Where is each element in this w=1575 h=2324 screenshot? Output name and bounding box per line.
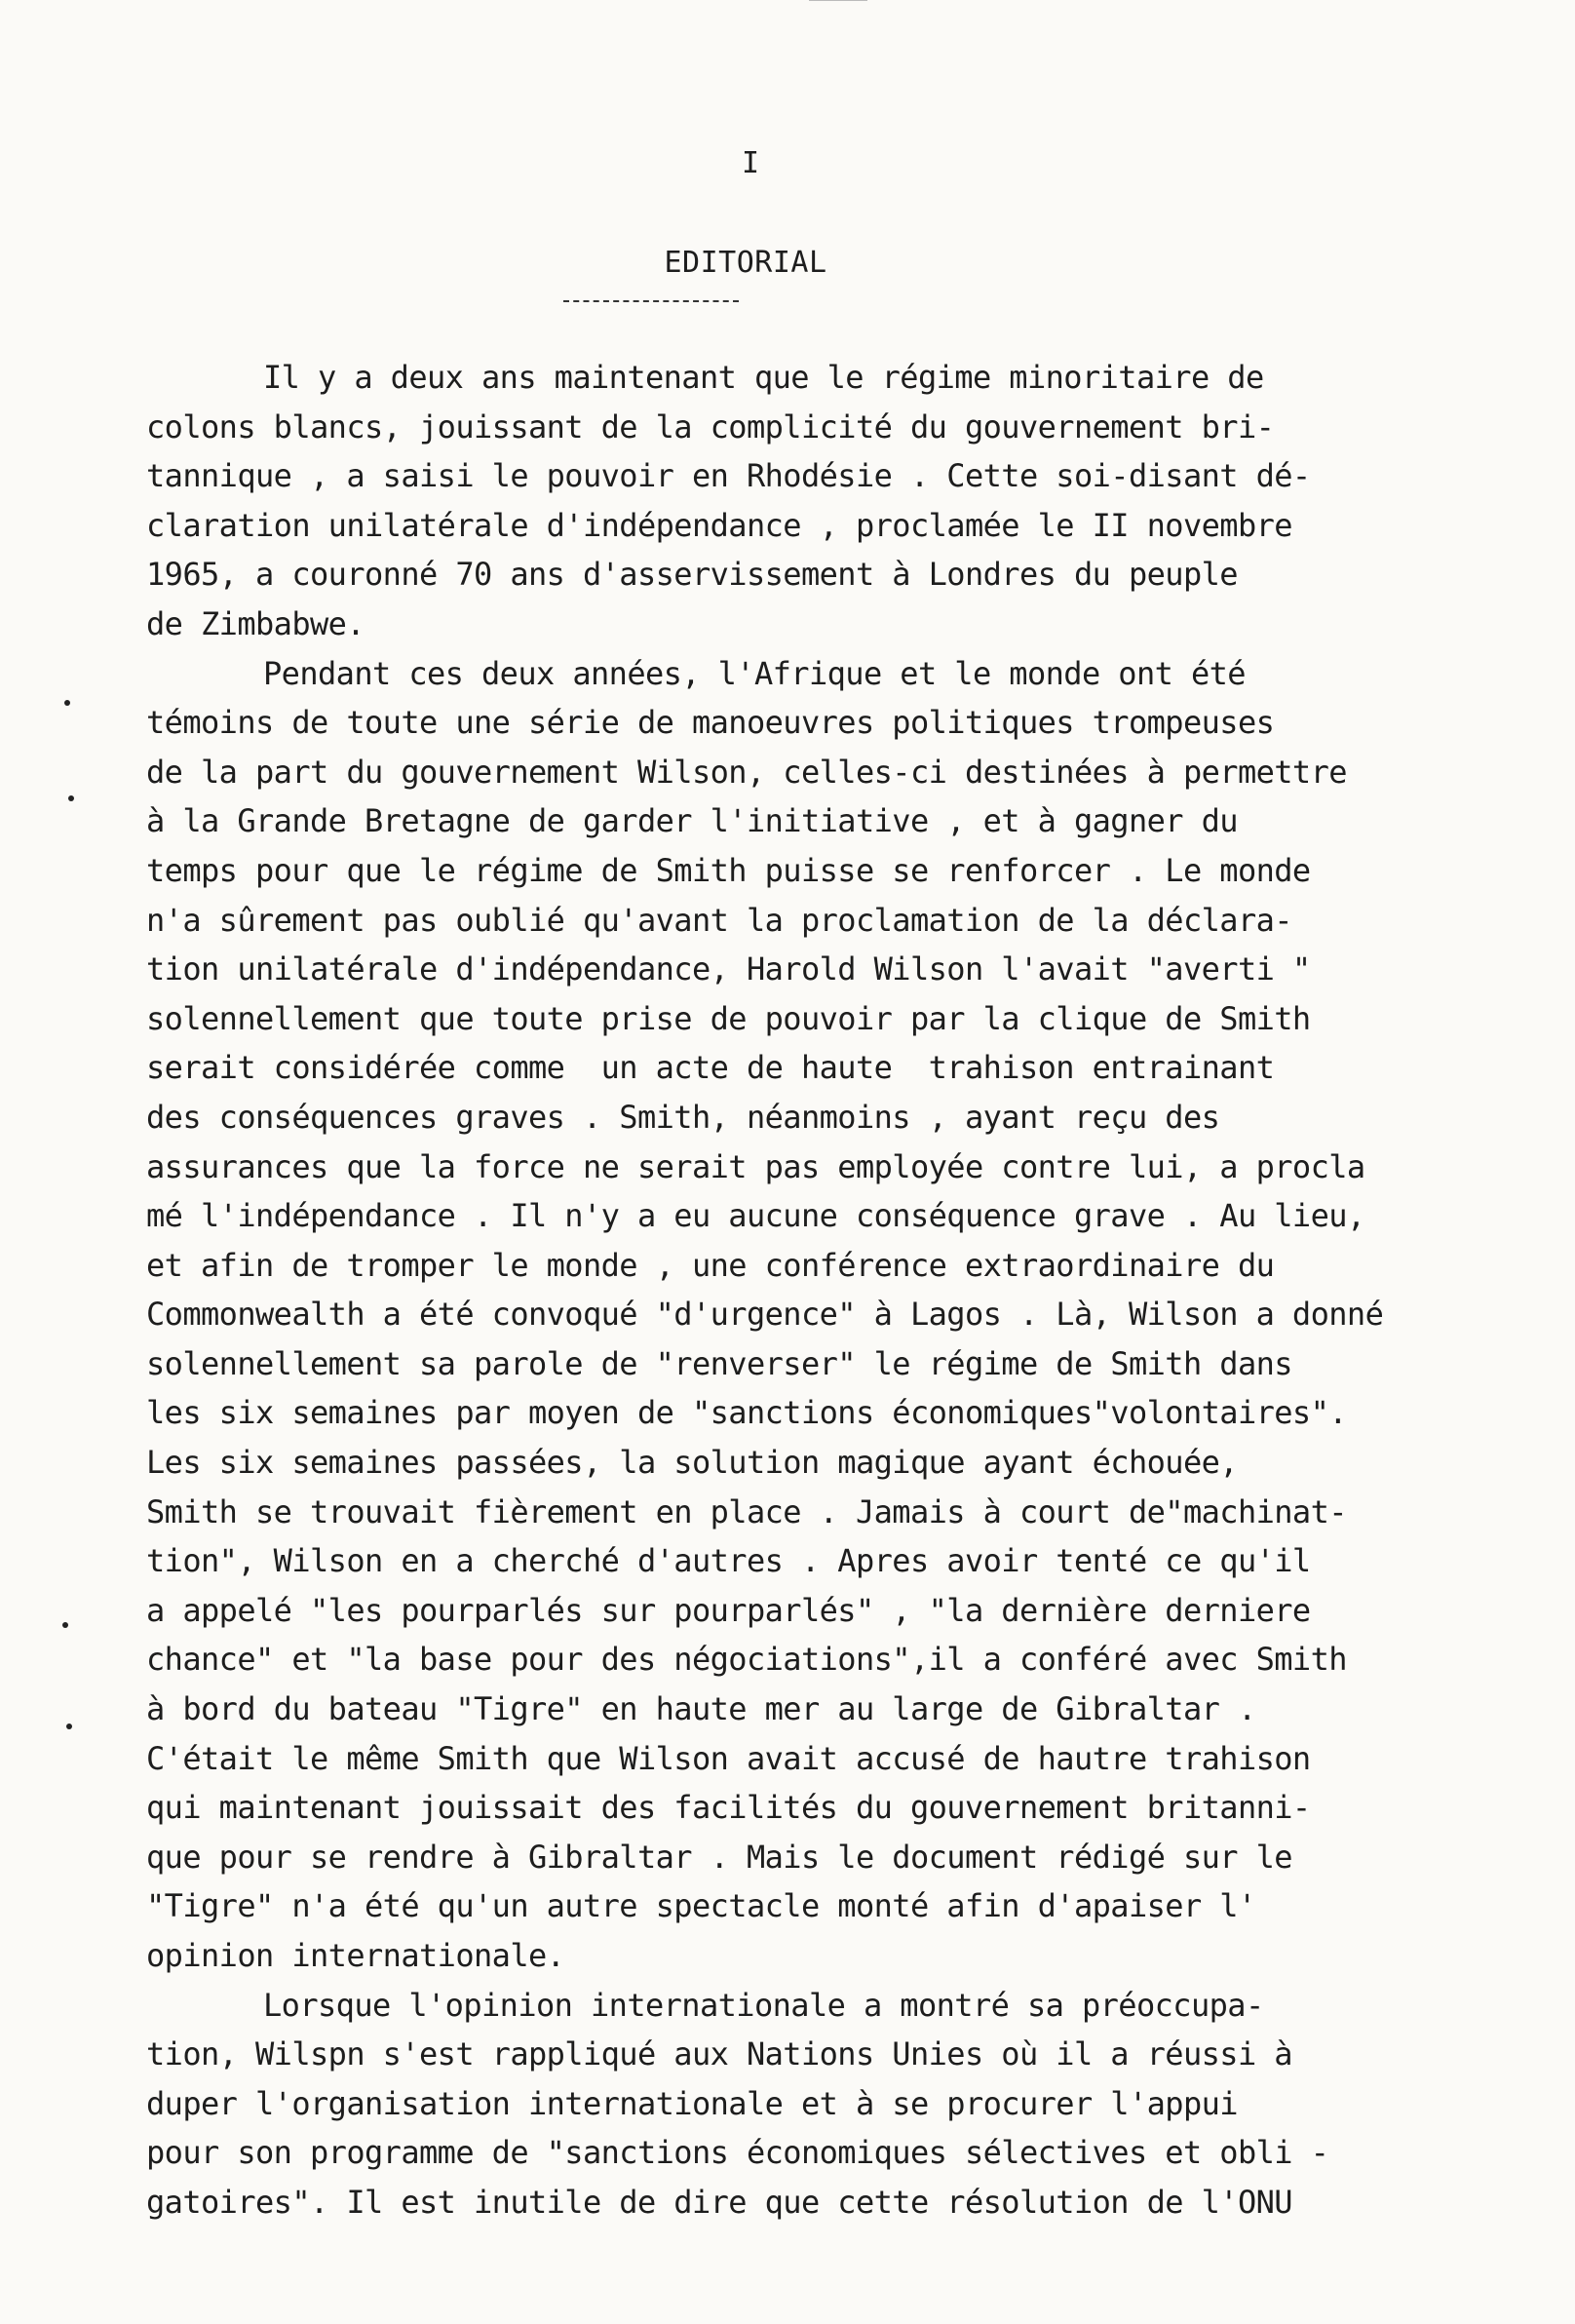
editorial-body bbox=[146, 353, 1511, 2227]
text-line: que pour se rendre à Gibraltar . Mais le document rédigé sur le bbox=[146, 1838, 1292, 1876]
text-line: n'a sûrement pas oublié qu'avant la proclamation de la déclara- bbox=[146, 901, 1292, 939]
text-line: Pendant ces deux années, l'Afrique et le monde ont été bbox=[263, 654, 1246, 692]
text-line: tion unilatérale d'indépendance, Harold Wilson l'avait "averti " bbox=[146, 950, 1311, 988]
text-line: temps pour que le régime de Smith puisse se renforcer . Le monde bbox=[146, 851, 1311, 889]
text-line: opinion internationale. bbox=[146, 1937, 565, 1974]
margin-dot bbox=[66, 1724, 72, 1729]
text-line: des conséquences graves . Smith, néanmoins , ayant reçu des bbox=[146, 1098, 1220, 1136]
text-line: de la part du gouvernement Wilson, celles-ci destinées à permettre bbox=[146, 753, 1347, 791]
text-line: Il y a deux ans maintenant que le régime minoritaire de bbox=[263, 359, 1264, 396]
text-line: claration unilatérale d'indépendance , proclamée le II novembre bbox=[146, 506, 1292, 544]
text-line: chance" et "la base pour des négociations",il a conféré avec Smith bbox=[146, 1641, 1347, 1679]
text-line: assurances que la force ne serait pas employée contre lui, a procla bbox=[146, 1147, 1365, 1185]
text-line: à la Grande Bretagne de garder l'initiative , et à gagner du bbox=[146, 802, 1238, 840]
text-line: de Zimbabwe. bbox=[146, 604, 365, 642]
text-line: Commonwealth a été convoqué "d'urgence" à Lagos . Là, Wilson a donné bbox=[146, 1296, 1384, 1334]
heading-underline bbox=[563, 300, 739, 302]
text-line: tion", Wilson en a cherché d'autres . Apres avoir tenté ce qu'il bbox=[146, 1542, 1311, 1580]
text-line: tion, Wilspn s'est rappliqué aux Nations Unies où il a réussi à bbox=[146, 2035, 1292, 2073]
text-line: et afin de tromper le monde , une conférence extraordinaire du bbox=[146, 1246, 1275, 1284]
page-number: I bbox=[741, 146, 760, 180]
text-line: Smith se trouvait fièrement en place . Jamais à court de"machinat- bbox=[146, 1492, 1347, 1530]
text-line: duper l'organisation internationale et à se procurer l'appui bbox=[146, 2084, 1238, 2122]
text-line: gatoires". Il est inutile de dire que cette résolution de l'ONU bbox=[146, 2183, 1292, 2221]
text-line: pour son programme de "sanctions économiques sélectives et obli - bbox=[146, 2134, 1329, 2172]
text-line: "Tigre" n'a été qu'un autre spectacle monté afin d'apaiser l' bbox=[146, 1887, 1256, 1925]
text-line: témoins de toute une série de manoeuvres politiques trompeuses bbox=[146, 704, 1275, 742]
text-line: 1965, a couronné 70 ans d'asservissement à Londres du peuple bbox=[146, 556, 1238, 594]
text-line: solennellement sa parole de "renverser" le régime de Smith dans bbox=[146, 1344, 1292, 1382]
text-line: solennellement que toute prise de pouvoir par la clique de Smith bbox=[146, 999, 1311, 1037]
text-line: colons blancs, jouissant de la complicité du gouvernement bri- bbox=[146, 407, 1275, 445]
text-line: mé l'indépendance . Il n'y a eu aucune conséquence grave . Au lieu, bbox=[146, 1197, 1365, 1235]
editorial-heading: EDITORIAL bbox=[664, 246, 827, 280]
text-line: qui maintenant jouissait des facilités du gouvernement britanni- bbox=[146, 1789, 1311, 1827]
text-line: à bord du bateau "Tigre" en haute mer au large de Gibraltar . bbox=[146, 1690, 1256, 1728]
text-line: les six semaines par moyen de "sanctions économiques"volontaires". bbox=[146, 1394, 1347, 1432]
text-line: C'était le même Smith que Wilson avait accusé de hautre trahison bbox=[146, 1739, 1311, 1777]
text-line: Les six semaines passées, la solution magique ayant échouée, bbox=[146, 1444, 1238, 1482]
text-line: serait considérée comme un acte de haute trahison entrainant bbox=[146, 1049, 1275, 1087]
top-edge-mark bbox=[809, 0, 867, 1]
text-line: tannique , a saisi le pouvoir en Rhodésie . Cette soi-disant dé- bbox=[146, 457, 1311, 495]
margin-dot bbox=[68, 795, 74, 801]
margin-dot bbox=[64, 700, 70, 706]
margin-dot bbox=[62, 1622, 68, 1628]
text-line: a appelé "les pourparlés sur pourparlés" , "la dernière derniere bbox=[146, 1591, 1311, 1629]
text-line: Lorsque l'opinion internationale a montré sa préoccupa- bbox=[263, 1986, 1264, 2024]
